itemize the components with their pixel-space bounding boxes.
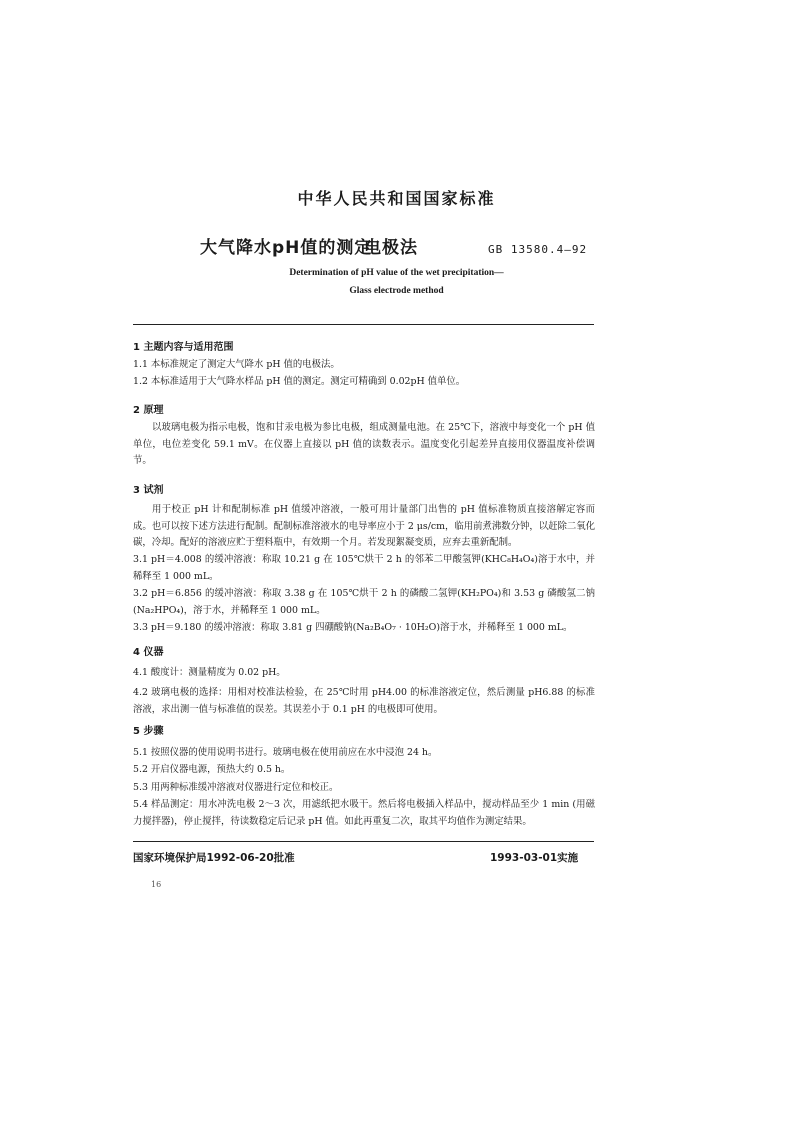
clause-5-1: 5.1 按照仪器的使用说明书进行。玻璃电极在使用前应在水中浸泡 24 h。: [133, 747, 438, 758]
section-5-heading: 5 步骤: [133, 726, 164, 737]
section-3-body: 用于校正 pH 计和配制标准 pH 值缓冲溶液，一般可用计量部门出售的 pH 值标准物质直接溶解定容而成。也可以按下述方法进行配制。配制标准溶液水的电导率应小于 2 μs/cm，临用前煮沸数分钟，以赶除二氧化碳，冷却。配好的溶液应贮于塑料瓶中，有效期一个月。若发现絮凝变质，应弃去重新配制。: [133, 504, 596, 549]
clause-3-2: 3.2 pH＝6.856 的缓冲溶液：称取 3.38 g 在 105℃烘干 2 h 的磷酸二氢钾(KH₂PO₄)和 3.53 g 磷酸氢二钠(Na₂HPO₄)，溶于水，并稀释至 1 000 mL。: [133, 588, 595, 616]
english-title-line2: Glass electrode method: [349, 286, 444, 296]
section-2-body: 以玻璃电极为指示电极，饱和甘汞电极为参比电极，组成测量电池。在 25℃下，溶液中每变化一个 pH 值单位，电位差变化 59.1 mV。在仪器上直接以 pH 值的读数表示。温度变化引起差异直接用仪器温度补偿调节。: [133, 422, 595, 467]
clause-5-4: 5.4 样品测定：用水冲洗电极 2～3 次，用滤纸把水吸干。然后将电极插入样品中，搅动样品至少 1 min (用磁力搅拌器)，停止搅拌，待读数稳定后记录 pH 值。如此再重复二次，取其平均值作为测定结果。: [133, 799, 595, 827]
clause-1-1: 1.1 本标准规定了测定大气降水 pH 值的电极法。: [133, 359, 340, 370]
implementation-line: 1993-03-01实施: [490, 852, 579, 864]
footer-divider: [133, 841, 594, 842]
approval-line: 国家环境保护局1992-06-20批准: [133, 852, 295, 864]
clause-3-1: 3.1 pH＝4.008 的缓冲溶液：称取 10.21 g 在 105℃烘干 2 h 的邻苯二甲酸氢钾(KHC₈H₄O₄)溶于水中，并稀释至 1 000 mL。: [133, 554, 595, 582]
standard-number: GB 13580.4—92: [488, 243, 588, 256]
section-3-heading: 3 试剂: [133, 485, 164, 496]
english-title-line1: Determination of pH value of the wet precipitation—: [289, 268, 504, 278]
clause-3-3: 3.3 pH＝9.180 的缓冲溶液：称取 3.81 g 四硼酸钠(Na₂B₄O₇ · 10H₂O)溶于水，并稀释至 1 000 mL。: [133, 622, 573, 633]
clause-5-3: 5.3 用两种标准缓冲溶液对仪器进行定位和校正。: [133, 782, 339, 793]
clause-1-2: 1.2 本标准适用于大气降水样品 pH 值的测定。测定可精确到 0.02pH 值单位。: [133, 376, 466, 387]
section-2-heading: 2 原理: [133, 405, 164, 416]
section-1-heading: 1 主题内容与适用范围: [133, 342, 234, 353]
clause-5-2: 5.2 开启仪器电源，预热大约 0.5 h。: [133, 764, 291, 775]
clause-4-2: 4.2 玻璃电极的选择：用相对校准法检验，在 25℃时用 pH4.00 的标准溶液定位，然后测量 pH6.88 的标准溶液，求出测一值与标准值的误差。其误差小于 0.1 pH 的电极即可使用。: [133, 687, 595, 715]
section-4-heading: 4 仪器: [133, 647, 164, 658]
document-title: 大气降水pH值的测定: [200, 238, 373, 258]
header-divider: [133, 324, 594, 325]
document-title-method: 电极法: [364, 238, 418, 258]
clause-4-1: 4.1 酸度计：测量精度为 0.02 pH。: [133, 667, 286, 678]
national-standard-heading: 中华人民共和国国家标准: [297, 189, 496, 208]
page-number: 16: [151, 880, 162, 889]
